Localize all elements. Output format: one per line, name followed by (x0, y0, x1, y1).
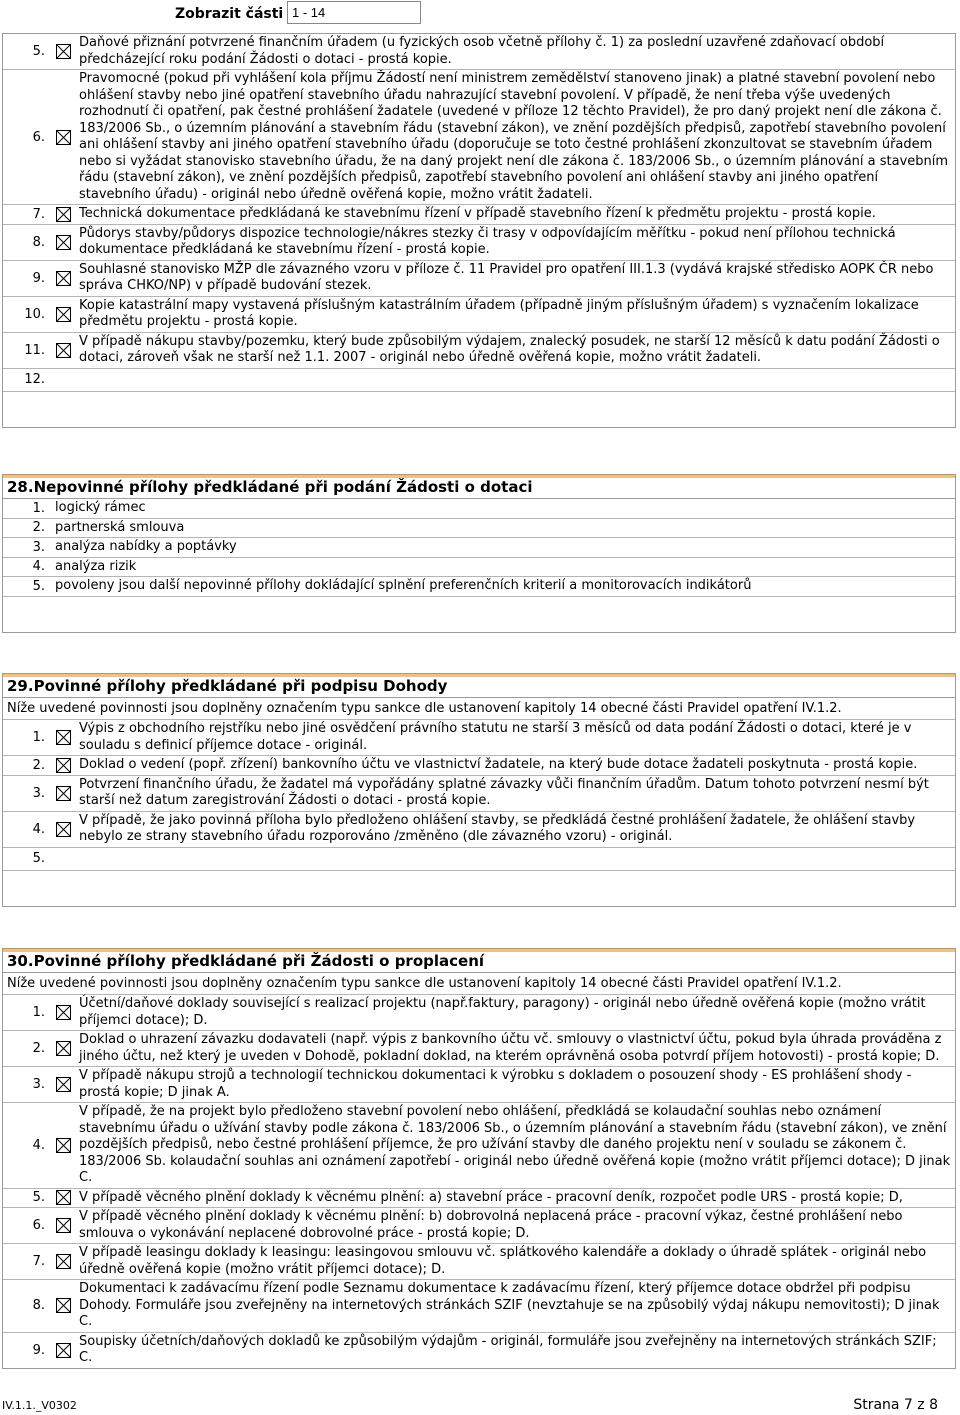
checked-checkbox-icon[interactable] (49, 225, 77, 260)
list-item (3, 69, 955, 204)
item-text: Technická dokumentace předkládaná ke stavebnímu řízení v případě stavebního řízení k předmětu projektu - prostá kopie. (79, 206, 876, 221)
item-number: 9. (32, 270, 45, 286)
item-text: Doklad o uhrazení závazku dodavateli (např. výpis z bankovního účtu vč. smlouvy o vlastnictví účtu, pokud byla úhrada prováděna z jiného účtu, než který je uveden v Dohodě, pokladní doklad, na kterém oprávněná osoba potvrdí příjem hotovosti) - prostá kopie; D. (79, 1032, 942, 1064)
item-number: 3. (32, 539, 45, 555)
item-text: V případě, že jako povinná příloha bylo předloženo ohlášení stavby, se předkládá čestné prohlášení žadatele, že ohlášení stavby nebylo ze strany stavebního úřadu rozporováno /změněno (dle závazného vzoru) - originál. (79, 812, 916, 844)
checked-checkbox-icon[interactable] (49, 261, 77, 296)
item-text: Souhlasné stanovisko MŽP dle závazného vzoru v příloze č. 11 Pravidel pro opatření III.1.3 (vydává krajské středisko AOPK ČR nebo správa CHKO/NP) v případě budování stezek. (79, 261, 934, 293)
checked-checkbox-icon[interactable] (49, 720, 77, 755)
checked-checkbox-icon[interactable] (49, 205, 77, 224)
item-number: 4. (32, 559, 45, 575)
item-text: Pravomocné (pokud při vyhlášení kola příjmu Žádostí není ministrem zemědělství stanoveno jinak) a platné stavební povolení nebo ohlášení stavby nebo jiné opatření stavebního úřadu nahrazující stavební povolení. V případě, že není třeba výše uvedených rozhodnutí či opatření, pak čestné prohlášení žadatele (uvedené v příloze 12 těchto Pravidel), že pro daný projekt není dle zákona č. 183/2006 Sb., o územním plánování a stavebním řádu (stavební zákon), ve znění pozdějších předpisů, zapotřebí stavebního povolení ani ohlášení stavby ani jiného opatření stavebního úřadu (doporučuje se toto čestné prohlášení zkonzultovat se stavebním úřadem nebo si vyžádat stanovisko stavebního úřadu, že na daný projekt není dle zákona č. 183/2006 Sb., o územním plánování a stavebním řádu (stavební zákon), ve znění pozdějších předpisů, zapotřebí stavebního povolení ani ohlášení stavby ani jiného opatření stavebního úřadu) - originál nebo úředně ověřená kopie, možno vrátit žadateli. (79, 71, 949, 202)
list-item (3, 994, 955, 1030)
list-item (3, 1243, 955, 1279)
checked-checkbox-icon[interactable] (49, 1333, 77, 1368)
list-item (3, 811, 955, 847)
list-item (3, 557, 955, 577)
item-text: povoleny jsou další nepovinné přílohy dokládající splnění preferenčních kriterií a monitorovacích indikátorů (55, 578, 752, 593)
item-number: 7. (32, 206, 45, 222)
empty-row (3, 391, 955, 427)
list-item (3, 537, 955, 557)
list-item (3, 224, 955, 260)
list-item (3, 518, 955, 538)
section-29-title: 29.Povinné přílohy předkládané při podpisu Dohody (7, 677, 448, 695)
checked-checkbox-icon[interactable] (49, 1031, 77, 1066)
item-number: 9. (32, 1342, 45, 1358)
list-item (3, 775, 955, 811)
item-text: V případě věcného plnění doklady k věcnému plnění: a) stavební práce - pracovní deník, rozpočet podle URS - prostá kopie; D, (79, 1189, 903, 1205)
document-code: IV.1.1._V0302 (2, 1399, 77, 1412)
item-number: 4. (32, 821, 45, 837)
item-number: 12. (24, 372, 45, 387)
section-29-list (2, 697, 956, 907)
checked-checkbox-icon[interactable] (49, 1280, 77, 1332)
list-item (3, 1102, 955, 1188)
list-item (3, 1279, 955, 1332)
item-number: 11. (24, 342, 45, 358)
list-item (3, 260, 955, 296)
section-range-input[interactable] (287, 1, 421, 24)
item-text: Potvrzení finančního úřadu, že žadatel má vypořádány splatné závazky vůči finančním úřadům. Datum tohoto potvrzení nesmí být starší než datum zaregistrování Žádosti o dotaci - prostá kopie. (79, 776, 929, 808)
section-filter-label: Zobrazit části (175, 6, 284, 22)
section-30-list (2, 972, 956, 1369)
item-number: 7. (32, 1254, 45, 1269)
item-number: 1. (32, 1005, 45, 1020)
item-text: V případě leasingu doklady k leasingu: leasingovou smlouvu vč. splátkového kalendáře a doklady o úhradě splátek - originál nebo úředně ověřená kopie (možno vrátit příjemci dotace); D. (79, 1245, 927, 1277)
checked-checkbox-icon[interactable] (49, 756, 77, 775)
item-number: 3. (32, 785, 45, 801)
item-text: analýza rizik (55, 558, 137, 574)
item-text: V případě, že na projekt bylo předloženo stavební povolení nebo ohlášení, předkládá se kolaudační souhlas nebo oznámení stavebnímu úřadu o užívání stavby podle zákona č. 183/2006 Sb., o územním plánování a stavebním řádu (stavební zákon), ve znění pozdějších předpisů, nebo čestné prohlášení příjemce, že pro užívání stavby dle daného projektu není v souladu se zákonem č. 183/2006 Sb. kolaudační souhlas ani oznámení zapotřebí - originál nebo úředně ověřená kopie (možno vrátit příjemci dotace); D jinak C. (79, 1104, 951, 1185)
list-item (3, 204, 955, 224)
list-item (3, 499, 955, 518)
item-text: V případě nákupu stavby/pozemku, který bude způsobilým výdajem, znalecký posudek, ne starší 12 měsíců k datu podání Žádosti o dotaci, zároveň však ne starší než 1.1. 2007 - originál nebo úředně ověřená kopie, možno vrátit žadateli. (79, 333, 940, 365)
checked-checkbox-icon[interactable] (49, 1103, 77, 1188)
list-item (3, 332, 955, 368)
item-number: 2. (32, 520, 45, 536)
empty-row (3, 596, 955, 632)
section-29-header (2, 673, 956, 697)
section-30-title: 30.Povinné přílohy předkládané při Žádosti o proplacení (7, 952, 485, 970)
item-number: 6. (32, 1218, 45, 1233)
item-text: analýza nabídky a poptávky (55, 539, 237, 554)
item-text: partnerská smlouva (55, 519, 185, 535)
checked-checkbox-icon[interactable] (49, 333, 77, 368)
item-text: Půdorys stavby/půdorys dispozice technologie/nákres stezky či trasy v odpovídajícím měřítku - pokud není přílohou technická dokumentace předkládaná ke stavebnímu řízení - prostá kopie. (79, 225, 896, 257)
item-text: V případě nákupu strojů a technologií technickou dokumentaci k výrobku s dokladem o posouzení shody - ES prohlášení shody - prostá kopie; D jinak A. (79, 1068, 912, 1100)
list-item-empty (3, 368, 955, 391)
page-number: Strana 7 z 8 (853, 1397, 938, 1413)
attachments-list-continued (2, 33, 956, 428)
item-number: 8. (32, 1298, 45, 1314)
item-text: Účetní/daňové doklady související s realizací projektu (např.faktury, paragony) - originál nebo úředně ověřená kopie (možno vrátit příjemci dotace); D. (79, 996, 926, 1028)
checked-checkbox-icon[interactable] (49, 776, 77, 811)
checked-checkbox-icon[interactable] (49, 34, 77, 69)
item-number: 6. (32, 129, 45, 145)
section-filter (0, 0, 960, 30)
item-number: 3. (32, 1077, 45, 1092)
item-text: logický rámec (55, 500, 146, 515)
item-number: 8. (32, 234, 45, 250)
section-28-list (2, 498, 956, 633)
list-item (3, 1332, 955, 1368)
section-30-note: Níže uvedené povinnosti jsou doplněny označením typu sankce dle ustanovení kapitoly 14 obecné části Pravidel opatření IV.1.2. (7, 976, 842, 991)
checked-checkbox-icon[interactable] (49, 812, 77, 847)
item-text: Kopie katastrální mapy vystavená příslušným katastrálním úřadem (případně jiným příslušným úřadem) s vyznačením lokalizace předmětu projektu - prostá kopie. (79, 297, 919, 329)
checked-checkbox-icon[interactable] (49, 1208, 77, 1243)
checked-checkbox-icon[interactable] (49, 1067, 77, 1102)
item-number: 4. (32, 1137, 45, 1153)
section-28-header (2, 474, 956, 498)
item-number: 5. (32, 851, 45, 866)
item-text: Soupisky účetních/daňových dokladů ke způsobilým výdajům - originál, formuláře jsou zveřejněny na internetových stránkách SZIF; C. (79, 1333, 937, 1365)
item-text: Dokumentaci k zadávacímu řízení podle Seznamu dokumentace k zadávacímu řízení, který příjemce dotace obdržel při podpisu Dohody. Formuláře jsou zveřejněny na internetových stránkách SZIF (nevztahuje se na způsobilý výdaj nákupu nemovitosti); D jinak C. (79, 1281, 940, 1329)
section-28-title: 28.Nepovinné přílohy předkládané při podání Žádosti o dotaci (7, 478, 533, 496)
item-number: 1. (32, 500, 45, 516)
list-item (3, 1066, 955, 1102)
checked-checkbox-icon[interactable] (49, 1189, 77, 1208)
list-item (3, 296, 955, 332)
list-item-empty (3, 847, 955, 870)
item-number: 10. (24, 306, 45, 322)
checked-checkbox-icon[interactable] (49, 1244, 77, 1279)
item-number: 5. (32, 44, 45, 59)
list-item (3, 576, 955, 596)
list-item (3, 1030, 955, 1066)
checked-checkbox-icon[interactable] (49, 995, 77, 1030)
item-number: 2. (32, 757, 45, 773)
list-item (3, 755, 955, 775)
item-text: Doklad o vedení (popř. zřízení) bankovního účtu ve vlastnictví žadatele, na který bude dotace žadateli poskytnuta - prostá kopie. (79, 757, 918, 772)
item-number: 1. (32, 730, 45, 745)
list-item (3, 1207, 955, 1243)
item-number: 5. (32, 578, 45, 594)
item-number: 2. (32, 1041, 45, 1056)
item-number: 5. (32, 1190, 45, 1206)
checked-checkbox-icon[interactable] (49, 70, 77, 204)
empty-row (3, 870, 955, 906)
list-item (3, 1188, 955, 1208)
item-text: Daňové přiznání potvrzené finančním úřadem (u fyzických osob včetně přílohy č. 1) za poslední uzavřené zdaňovací období předcházející roku podání Žádosti o dotaci - prostá kopie. (79, 35, 885, 67)
item-text: V případě věcného plnění doklady k věcnému plnění: b) dobrovolná neplacená práce - pracovní výkaz, čestné prohlášení nebo smlouva o vykonávání neplacené dobrovolné práce - prostá kopie; D. (79, 1209, 903, 1241)
section-30-header (2, 948, 956, 972)
list-item (3, 719, 955, 755)
checked-checkbox-icon[interactable] (49, 297, 77, 332)
list-item (3, 34, 955, 69)
section-29-note: Níže uvedené povinnosti jsou doplněny označením typu sankce dle ustanovení kapitoly 14 obecné části Pravidel opatření IV.1.2. (7, 701, 842, 716)
item-text: Výpis z obchodního rejstříku nebo jiné osvědčení právního statutu ne starší 3 měsíců od data podání Žádosti o dotaci, které je v souladu s definicí příjemce dotace - originál. (79, 721, 912, 753)
